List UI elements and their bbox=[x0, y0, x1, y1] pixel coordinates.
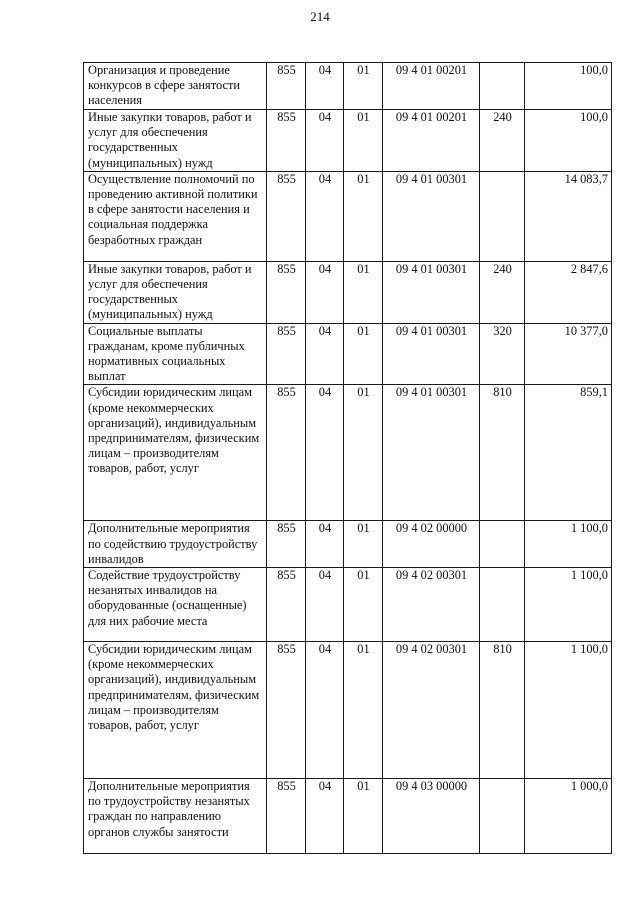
row-rz: 04 bbox=[306, 642, 344, 779]
row-amount: 1 100,0 bbox=[525, 642, 612, 779]
row-vr bbox=[480, 521, 525, 568]
row-pr: 01 bbox=[344, 779, 383, 854]
row-ved: 855 bbox=[267, 521, 306, 568]
row-amount: 2 847,6 bbox=[525, 261, 612, 323]
row-ved: 855 bbox=[267, 568, 306, 642]
row-vr bbox=[480, 568, 525, 642]
row-name: Организация и проведение конкурсов в сфере занятости населения bbox=[84, 63, 267, 110]
row-rz: 04 bbox=[306, 63, 344, 110]
row-csr: 09 4 02 00301 bbox=[383, 568, 480, 642]
row-csr: 09 4 01 00301 bbox=[383, 385, 480, 521]
row-amount: 14 083,7 bbox=[525, 171, 612, 261]
row-ved: 855 bbox=[267, 110, 306, 172]
row-amount: 1 000,0 bbox=[525, 779, 612, 854]
row-amount: 1 100,0 bbox=[525, 521, 612, 568]
table-row bbox=[84, 63, 612, 110]
row-ved: 855 bbox=[267, 63, 306, 110]
row-rz: 04 bbox=[306, 568, 344, 642]
row-pr: 01 bbox=[344, 568, 383, 642]
row-pr: 01 bbox=[344, 385, 383, 521]
row-csr: 09 4 01 00201 bbox=[383, 63, 480, 110]
row-name: Субсидии юридическим лицам (кроме некоммерческих организаций), индивидуальным предпринимателям, физическим лицам – производителям товаров, работ, услуг bbox=[84, 385, 267, 521]
row-rz: 04 bbox=[306, 171, 344, 261]
table-row bbox=[84, 385, 612, 521]
page-number: 214 bbox=[310, 9, 330, 24]
row-ved: 855 bbox=[267, 261, 306, 323]
row-ved: 855 bbox=[267, 323, 306, 385]
row-vr bbox=[480, 779, 525, 854]
row-vr: 320 bbox=[480, 323, 525, 385]
row-csr: 09 4 01 00301 bbox=[383, 323, 480, 385]
row-ved: 855 bbox=[267, 779, 306, 854]
row-vr: 240 bbox=[480, 261, 525, 323]
table-row bbox=[84, 110, 612, 172]
row-name: Осуществление полномочий по проведению активной политики в сфере занятости населения и социальная поддержка безработных граждан bbox=[84, 171, 267, 261]
row-rz: 04 bbox=[306, 521, 344, 568]
row-pr: 01 bbox=[344, 171, 383, 261]
row-name: Дополнительные мероприятия по трудоустройству незанятых граждан по направлению органов службы занятости bbox=[84, 779, 267, 854]
table-row bbox=[84, 323, 612, 385]
row-amount: 10 377,0 bbox=[525, 323, 612, 385]
row-name: Социальные выплаты гражданам, кроме публичных нормативных социальных выплат bbox=[84, 323, 267, 385]
row-amount: 859,1 bbox=[525, 385, 612, 521]
row-pr: 01 bbox=[344, 521, 383, 568]
row-pr: 01 bbox=[344, 261, 383, 323]
table-row bbox=[84, 261, 612, 323]
row-pr: 01 bbox=[344, 63, 383, 110]
row-pr: 01 bbox=[344, 642, 383, 779]
row-csr: 09 4 01 00201 bbox=[383, 110, 480, 172]
row-pr: 01 bbox=[344, 323, 383, 385]
row-rz: 04 bbox=[306, 110, 344, 172]
row-rz: 04 bbox=[306, 385, 344, 521]
row-amount: 1 100,0 bbox=[525, 568, 612, 642]
row-name: Содействие трудоустройству незанятых инвалидов на оборудованные (оснащенные) для них рабочие места bbox=[84, 568, 267, 642]
row-ved: 855 bbox=[267, 171, 306, 261]
table-row bbox=[84, 779, 612, 854]
table-row bbox=[84, 171, 612, 261]
row-csr: 09 4 01 00301 bbox=[383, 171, 480, 261]
row-ved: 855 bbox=[267, 642, 306, 779]
row-vr: 810 bbox=[480, 642, 525, 779]
table-row bbox=[84, 521, 612, 568]
row-vr: 810 bbox=[480, 385, 525, 521]
row-amount: 100,0 bbox=[525, 63, 612, 110]
row-vr bbox=[480, 171, 525, 261]
table-row bbox=[84, 642, 612, 779]
row-name: Дополнительные мероприятия по содействию трудоустройству инвалидов bbox=[84, 521, 267, 568]
row-rz: 04 bbox=[306, 323, 344, 385]
row-rz: 04 bbox=[306, 779, 344, 854]
row-vr bbox=[480, 63, 525, 110]
row-pr: 01 bbox=[344, 110, 383, 172]
row-name: Иные закупки товаров, работ и услуг для обеспечения государственных (муниципальных) нужд bbox=[84, 261, 267, 323]
row-amount: 100,0 bbox=[525, 110, 612, 172]
row-csr: 09 4 01 00301 bbox=[383, 261, 480, 323]
table-row bbox=[84, 568, 612, 642]
row-csr: 09 4 02 00301 bbox=[383, 642, 480, 779]
row-ved: 855 bbox=[267, 385, 306, 521]
budget-table bbox=[83, 62, 612, 854]
row-csr: 09 4 02 00000 bbox=[383, 521, 480, 568]
row-rz: 04 bbox=[306, 261, 344, 323]
row-name: Субсидии юридическим лицам (кроме некоммерческих организаций), индивидуальным предпринимателям, физическим лицам – производителям товаров, работ, услуг bbox=[84, 642, 267, 779]
row-csr: 09 4 03 00000 bbox=[383, 779, 480, 854]
row-name: Иные закупки товаров, работ и услуг для обеспечения государственных (муниципальных) нужд bbox=[84, 110, 267, 172]
row-vr: 240 bbox=[480, 110, 525, 172]
